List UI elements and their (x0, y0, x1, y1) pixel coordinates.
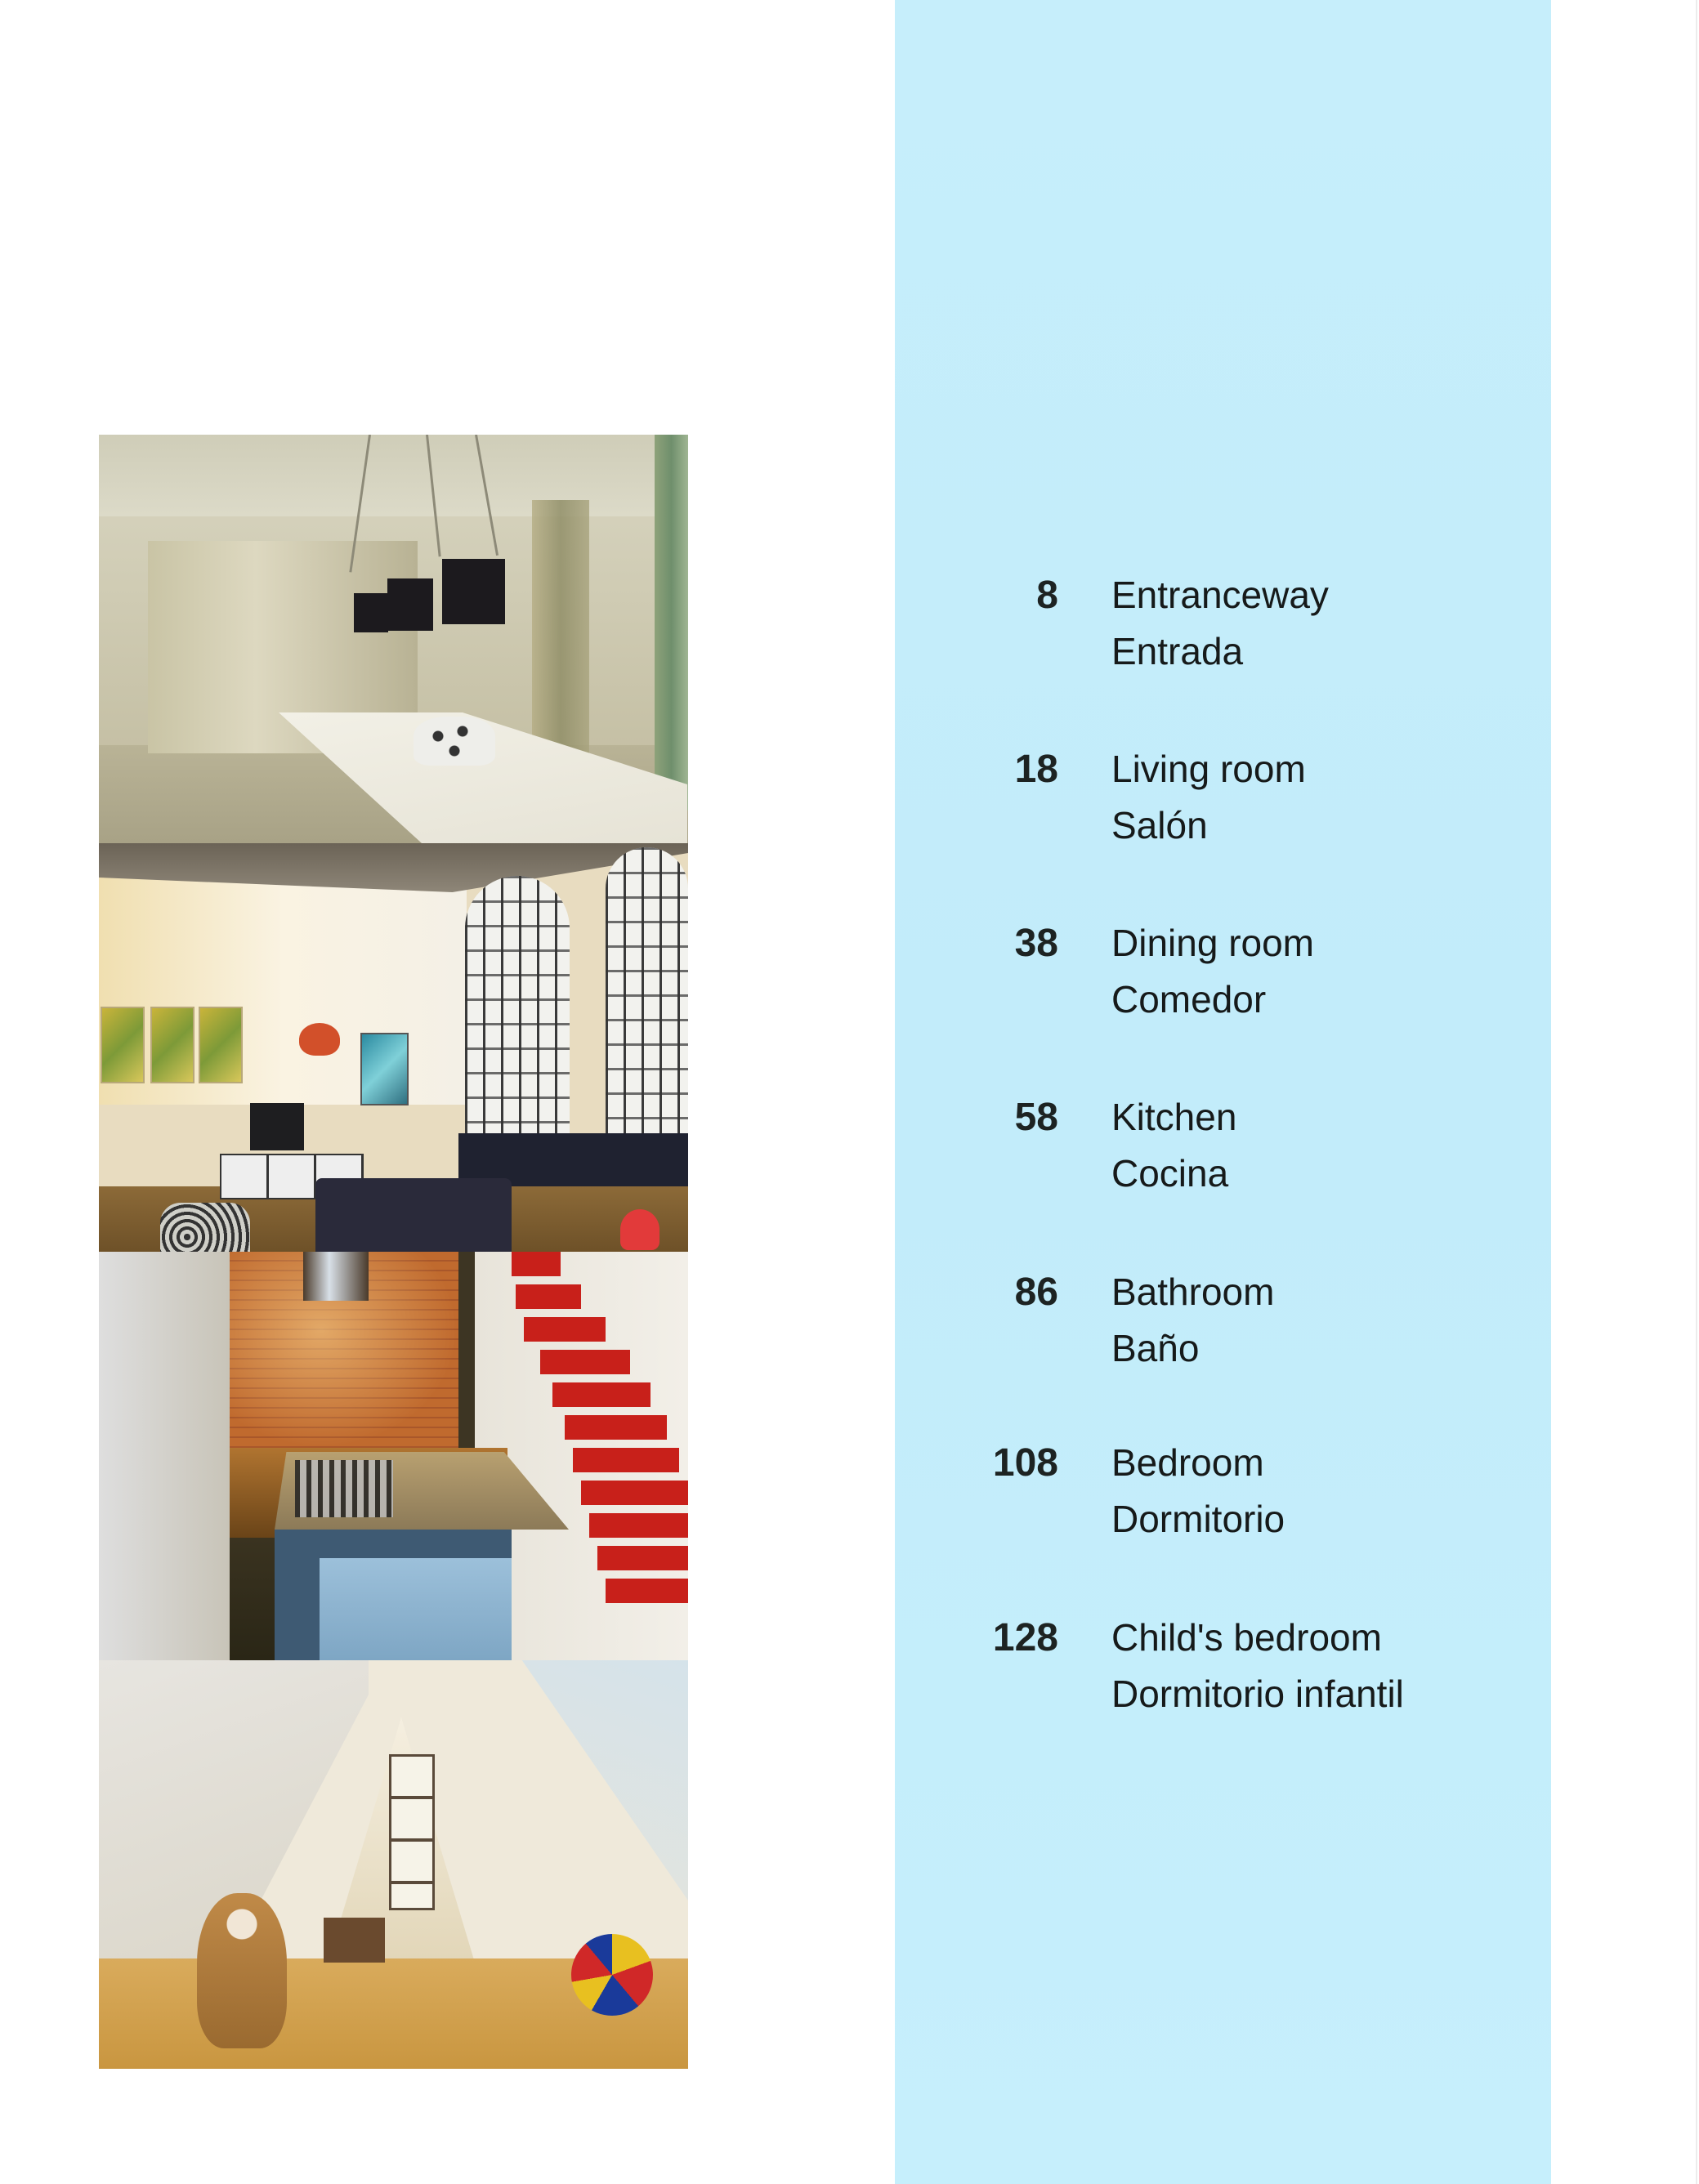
photo-vase (414, 717, 495, 766)
photo-ceiling (99, 435, 688, 516)
toc-title-es: Entrada (1111, 630, 1244, 672)
toc-title-en: Entranceway (1111, 574, 1329, 616)
teddy-bear (197, 1893, 287, 2048)
toc-entry[interactable] (895, 1089, 1551, 1204)
toc-title-en: Dining room (1111, 922, 1314, 964)
toc-page-number: 58 (1014, 1096, 1058, 1139)
toc-entry[interactable] (895, 1435, 1551, 1549)
red-stair-step (597, 1546, 688, 1570)
photo-red-chair (620, 1209, 659, 1250)
red-stair-step (540, 1350, 630, 1374)
pendant-lamp (387, 578, 433, 631)
red-stair-step (524, 1317, 606, 1342)
red-stair-step (516, 1284, 581, 1309)
toc-title-es: Dormitorio infantil (1111, 1673, 1404, 1715)
pendant-lamp (442, 559, 505, 624)
photo-window (303, 1252, 369, 1301)
toc-entry[interactable] (895, 1264, 1551, 1378)
toc-title-en: Living room (1111, 748, 1306, 790)
toc-entry[interactable] (895, 915, 1551, 1029)
pendant-lamp (354, 593, 388, 632)
photo-stairwell (324, 1918, 385, 1963)
red-stair-step (552, 1382, 651, 1407)
blue-wall-art (360, 1033, 409, 1105)
red-stair-step (512, 1252, 561, 1276)
red-stair-step (606, 1579, 688, 1603)
photo-tv (250, 1103, 304, 1150)
page-edge-line (1696, 0, 1697, 2184)
wall-art (199, 1007, 243, 1083)
toc-list (895, 0, 1551, 2184)
arched-window (465, 876, 570, 1137)
red-stair-step (589, 1513, 688, 1538)
photo-island-front (320, 1558, 512, 1660)
toc-page-number: 18 (1014, 748, 1058, 791)
photo-cabinets (99, 1252, 230, 1660)
toc-title-en: Child's bedroom (1111, 1616, 1382, 1659)
photo-entranceway (99, 435, 688, 843)
toc-page-number: 108 (992, 1441, 1058, 1485)
beach-ball (571, 1934, 653, 2016)
toc-page-number: 128 (992, 1616, 1058, 1659)
toc-entry[interactable] (895, 741, 1551, 855)
toc-entry[interactable] (895, 1610, 1551, 1724)
photo-armchair (160, 1203, 250, 1252)
toc-title-es: Salón (1111, 804, 1208, 846)
photo-green-curtain (655, 435, 688, 811)
toc-title-es: Comedor (1111, 978, 1267, 1021)
arched-window (606, 847, 688, 1133)
wall-art (150, 1007, 194, 1083)
photo-childs-bedroom (99, 1660, 688, 2069)
photo-sofa (315, 1178, 512, 1252)
toc-title-es: Cocina (1111, 1152, 1229, 1195)
toc-page-number: 38 (1014, 922, 1058, 965)
wall-art (101, 1007, 145, 1083)
photo-tall-window (389, 1754, 435, 1910)
toc-title-es: Dormitorio (1111, 1498, 1285, 1540)
toc-entry[interactable] (895, 567, 1551, 681)
toc-title-es: Baño (1111, 1327, 1200, 1369)
red-stair-step (573, 1448, 679, 1472)
red-stair-step (565, 1415, 667, 1440)
toc-panel (895, 0, 1551, 2184)
toc-page-number: 86 (1014, 1271, 1058, 1314)
photo-gas-hob (295, 1460, 393, 1517)
photo-column (99, 435, 688, 2069)
orange-pendant-lamp (299, 1023, 340, 1056)
photo-living-room (99, 843, 688, 1252)
red-stair-step (581, 1481, 688, 1505)
toc-page-number: 8 (1036, 574, 1058, 617)
toc-title-en: Bedroom (1111, 1441, 1264, 1484)
photo-kitchen (99, 1252, 688, 1660)
toc-title-en: Kitchen (1111, 1096, 1237, 1138)
toc-title-en: Bathroom (1111, 1271, 1275, 1313)
